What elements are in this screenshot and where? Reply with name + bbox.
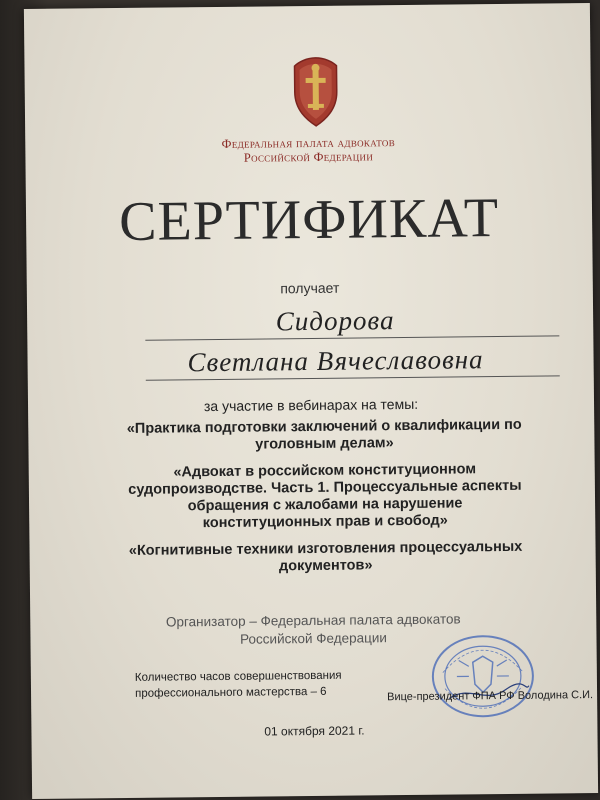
recipient-surname: Сидорова	[275, 305, 395, 337]
organizer-line-1: Организатор – Федеральная палата адвокатов	[165, 611, 461, 630]
organizer-line-2: Российской Федерации	[240, 630, 387, 647]
issue-date: 01 октября 2021 г.	[264, 723, 365, 739]
receives-label: получает	[280, 279, 340, 297]
webinar-intro: за участие в вебинарах на темы:	[203, 395, 419, 415]
webinar-topic-2: «Адвокат в российском конституционном судопроизводстве. Часть 1. Процессуальные аспекты обращения с жалобами на нарушение конституционных прав и свобод»	[128, 461, 522, 532]
organization-name	[25, 133, 591, 167]
training-hours	[135, 667, 395, 702]
webinar-topics	[124, 417, 526, 587]
recipient-given-names: Светлана Вячеславовна	[187, 344, 484, 378]
hours-line-2: профессионального мастерства – 6	[134, 685, 327, 700]
official-stamp-icon	[428, 632, 537, 721]
organization-line-1: Федеральная палата адвокатов	[221, 135, 396, 151]
certificate-title: СЕРТИФИКАТ	[118, 187, 500, 253]
webinar-topic-3: «Когнитивные техники изготовления процессуальных документов»	[128, 538, 523, 575]
signatory: Вице-президент ФПА РФ Володина С.И.	[387, 689, 594, 704]
certificate-page	[24, 3, 598, 799]
emblem-icon	[286, 56, 345, 129]
organization-line-2: Российской Федерации	[243, 149, 374, 165]
webinar-topic-1: «Практика подготовки заключений о квалификации по уголовным делам»	[126, 416, 522, 453]
hours-line-1: Количество часов совершенствования	[134, 669, 342, 684]
